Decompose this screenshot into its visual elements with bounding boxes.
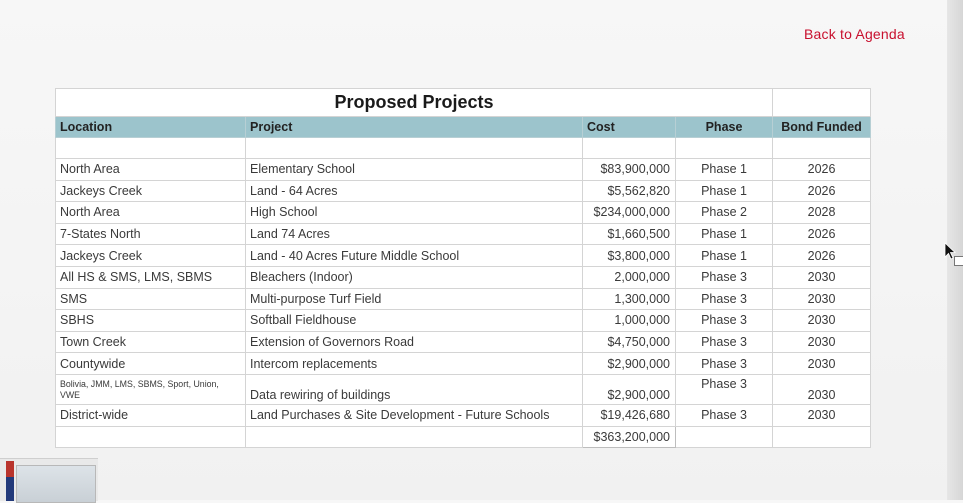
cell-bond-funded: 2030 xyxy=(773,404,871,426)
cell-phase: Phase 3 xyxy=(676,331,773,353)
cell-location: Jackeys Creek xyxy=(56,180,246,202)
cell-phase: Phase 1 xyxy=(676,245,773,267)
cell-phase: Phase 3 xyxy=(676,288,773,310)
column-header-bond-funded: Bond Funded xyxy=(773,117,871,138)
table-title: Proposed Projects xyxy=(56,89,773,117)
cell-cost: $2,900,000 xyxy=(583,353,676,375)
cell-project: Intercom replacements xyxy=(246,353,583,375)
cell-project: Softball Fieldhouse xyxy=(246,310,583,332)
cell-project: Bleachers (Indoor) xyxy=(246,266,583,288)
table-row xyxy=(56,404,871,426)
cell-phase: Phase 1 xyxy=(676,180,773,202)
cell-location: Countywide xyxy=(56,353,246,375)
total-row-blank-cell xyxy=(773,426,871,447)
cell-cost: 1,300,000 xyxy=(583,288,676,310)
cell-bond-funded: 2030 xyxy=(773,374,871,404)
cell-phase: Phase 3 xyxy=(676,353,773,375)
table-row xyxy=(56,159,871,181)
cell-bond-funded: 2030 xyxy=(773,288,871,310)
cell-cost: $5,562,820 xyxy=(583,180,676,202)
cell-project: Elementary School xyxy=(246,159,583,181)
total-row xyxy=(56,426,871,447)
table-row xyxy=(56,288,871,310)
cell-phase: Phase 3 xyxy=(676,310,773,332)
cell-bond-funded: 2030 xyxy=(773,353,871,375)
table-row xyxy=(56,374,871,404)
cell-phase: Phase 3 xyxy=(676,374,773,404)
cell-project: Land - 40 Acres Future Middle School xyxy=(246,245,583,267)
column-header-phase: Phase xyxy=(676,117,773,138)
table-row xyxy=(56,202,871,224)
room-background xyxy=(16,465,96,503)
cell-location: North Area xyxy=(56,202,246,224)
projects-table xyxy=(55,88,871,448)
cell-location: Town Creek xyxy=(56,331,246,353)
cell-bond-funded: 2030 xyxy=(773,266,871,288)
cell-bond-funded: 2026 xyxy=(773,245,871,267)
cell-location: Jackeys Creek xyxy=(56,245,246,267)
cell-location: District-wide xyxy=(56,404,246,426)
column-header-location: Location xyxy=(56,117,246,138)
cell-cost: $4,750,000 xyxy=(583,331,676,353)
table-row xyxy=(56,310,871,332)
cell-project: Multi-purpose Turf Field xyxy=(246,288,583,310)
cell-location: All HS & SMS, LMS, SBMS xyxy=(56,266,246,288)
cell-phase: Phase 1 xyxy=(676,159,773,181)
resize-handle xyxy=(954,256,963,266)
cell-project: Land Purchases & Site Development - Future Schools xyxy=(246,404,583,426)
table-row xyxy=(56,180,871,202)
table-row xyxy=(56,331,871,353)
table-row xyxy=(56,266,871,288)
cell-cost: 1,000,000 xyxy=(583,310,676,332)
cell-bond-funded: 2028 xyxy=(773,202,871,224)
title-blank-cell xyxy=(773,89,871,117)
cell-bond-funded: 2026 xyxy=(773,223,871,245)
table-title-row xyxy=(56,89,871,117)
cell-location: Bolivia, JMM, LMS, SBMS, Sport, Union, VWE xyxy=(56,374,246,404)
cell-bond-funded: 2026 xyxy=(773,180,871,202)
cell-cost: 2,000,000 xyxy=(583,266,676,288)
table-row xyxy=(56,223,871,245)
projects-table-container xyxy=(55,88,870,448)
table-header-row xyxy=(56,117,871,138)
cell-location: SBHS xyxy=(56,310,246,332)
blank-row xyxy=(56,138,871,159)
table-row xyxy=(56,245,871,267)
cell-phase: Phase 2 xyxy=(676,202,773,224)
cell-cost: $1,660,500 xyxy=(583,223,676,245)
total-row-blank-cell xyxy=(56,426,246,447)
cell-project: Land - 64 Acres xyxy=(246,180,583,202)
cell-project: Data rewiring of buildings xyxy=(246,374,583,404)
cell-cost: $2,900,000 xyxy=(583,374,676,404)
presenter-video-thumbnail xyxy=(0,458,98,501)
cell-location: 7-States North xyxy=(56,223,246,245)
total-row-blank-cell xyxy=(676,426,773,447)
column-header-project: Project xyxy=(246,117,583,138)
cell-bond-funded: 2030 xyxy=(773,310,871,332)
table-row xyxy=(56,353,871,375)
cell-cost: $3,800,000 xyxy=(583,245,676,267)
cell-phase: Phase 3 xyxy=(676,404,773,426)
cell-bond-funded: 2030 xyxy=(773,331,871,353)
cell-phase: Phase 1 xyxy=(676,223,773,245)
cell-bond-funded: 2026 xyxy=(773,159,871,181)
cell-cost: $83,900,000 xyxy=(583,159,676,181)
flag-icon xyxy=(6,461,14,501)
total-row-blank-cell xyxy=(246,426,583,447)
column-header-cost: Cost xyxy=(583,117,676,138)
back-to-agenda-link[interactable]: Back to Agenda xyxy=(804,26,905,42)
cell-phase: Phase 3 xyxy=(676,266,773,288)
cell-project: High School xyxy=(246,202,583,224)
cell-project: Extension of Governors Road xyxy=(246,331,583,353)
cell-location: North Area xyxy=(56,159,246,181)
cell-cost: $19,426,680 xyxy=(583,404,676,426)
cell-cost: $234,000,000 xyxy=(583,202,676,224)
cell-location: SMS xyxy=(56,288,246,310)
total-cost: $363,200,000 xyxy=(583,426,676,447)
cell-project: Land 74 Acres xyxy=(246,223,583,245)
